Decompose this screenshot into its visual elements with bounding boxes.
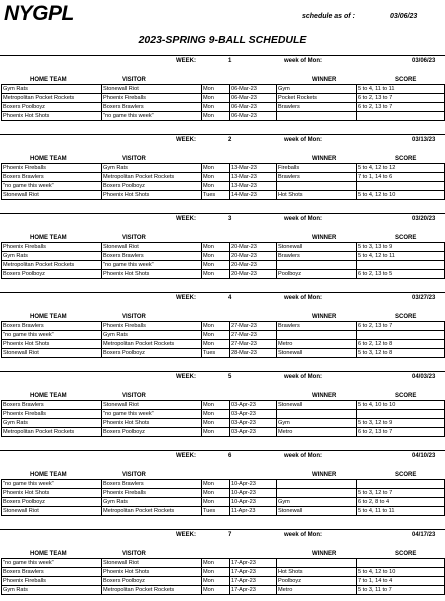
day-cell: Mon xyxy=(202,577,230,586)
winner-cell: Hot Shots xyxy=(277,568,357,577)
winner-cell xyxy=(277,410,357,419)
score-cell: 5 to 3, 13 to 9 xyxy=(357,243,445,252)
week-divider xyxy=(0,450,445,451)
score-cell: 5 to 4, 12 to 10 xyxy=(357,191,445,200)
day-cell: Tues xyxy=(202,507,230,516)
games-table xyxy=(1,321,445,358)
day-cell: Tues xyxy=(202,191,230,200)
games-table xyxy=(1,400,445,437)
week-date: 04/10/23 xyxy=(412,453,436,459)
date-cell: 14-Mar-23 xyxy=(230,191,277,200)
winner-cell: Gym xyxy=(277,85,357,94)
week-block xyxy=(0,529,445,601)
visitor-cell: "no game this week" xyxy=(102,112,202,121)
score-cell: 7 to 1, 14 to 6 xyxy=(357,173,445,182)
week-label: WEEK: xyxy=(176,453,196,459)
date-cell: 13-Mar-23 xyxy=(230,182,277,191)
week-number: 5 xyxy=(228,374,232,380)
week-divider xyxy=(0,292,445,293)
date-cell: 20-Mar-23 xyxy=(230,261,277,270)
date-cell: 27-Mar-23 xyxy=(230,322,277,331)
day-cell: Mon xyxy=(202,559,230,568)
week-date: 04/17/23 xyxy=(412,532,436,538)
score-cell: 5 to 4, 12 to 10 xyxy=(357,568,445,577)
home-team-cell: Boxers Poolboyz xyxy=(2,270,102,279)
home-team-header: HOME TEAM xyxy=(30,156,67,162)
week-divider xyxy=(0,213,445,214)
week-label: WEEK: xyxy=(176,374,196,380)
home-team-header: HOME TEAM xyxy=(30,551,67,557)
score-cell: 6 to 2, 13 to 5 xyxy=(357,270,445,279)
home-team-cell: Boxers Brawlers xyxy=(2,173,102,182)
table-row xyxy=(2,191,445,200)
visitor-cell: Boxers Poolboyz xyxy=(102,577,202,586)
week-of-mon-label: week of Mon: xyxy=(284,58,323,64)
home-team-cell: Phoenix Fireballs xyxy=(2,410,102,419)
day-cell: Mon xyxy=(202,586,230,595)
table-row xyxy=(2,507,445,516)
winner-cell: Metro xyxy=(277,586,357,595)
table-row xyxy=(2,252,445,261)
week-block xyxy=(0,450,445,522)
date-cell: 20-Mar-23 xyxy=(230,243,277,252)
day-cell: Mon xyxy=(202,173,230,182)
home-team-cell: Stonewall Riot xyxy=(2,191,102,200)
schedule-as-of-date: 03/06/23 xyxy=(390,13,418,20)
visitor-cell: Stonewall Riot xyxy=(102,243,202,252)
day-cell: Mon xyxy=(202,182,230,191)
week-block xyxy=(0,292,445,364)
score-cell: 6 to 2, 8 to 4 xyxy=(357,498,445,507)
visitor-header: VISITOR xyxy=(122,551,146,557)
week-block xyxy=(0,134,445,206)
winner-cell: Stonewall xyxy=(277,243,357,252)
date-cell: 06-Mar-23 xyxy=(230,85,277,94)
score-header: SCORE xyxy=(395,314,417,320)
home-team-cell: Metropolitan Pocket Rockets xyxy=(2,428,102,437)
winner-cell: Stonewall xyxy=(277,401,357,410)
home-team-header: HOME TEAM xyxy=(30,393,67,399)
home-team-cell: Gym Rats xyxy=(2,419,102,428)
winner-cell: Fireballs xyxy=(277,164,357,173)
home-team-header: HOME TEAM xyxy=(30,77,67,83)
winner-cell: Metro xyxy=(277,340,357,349)
week-date: 03/13/23 xyxy=(412,137,436,143)
day-cell: Mon xyxy=(202,428,230,437)
date-cell: 17-Apr-23 xyxy=(230,586,277,595)
date-cell: 06-Mar-23 xyxy=(230,103,277,112)
score-cell: 5 to 4, 12 to 11 xyxy=(357,252,445,261)
table-row xyxy=(2,480,445,489)
visitor-cell: "no game this week" xyxy=(102,261,202,270)
games-table xyxy=(1,84,445,121)
week-of-mon-label: week of Mon: xyxy=(284,137,323,143)
home-team-cell: Gym Rats xyxy=(2,586,102,595)
visitor-cell: Metropolitan Pocket Rockets xyxy=(102,340,202,349)
visitor-cell: Phoenix Hot Shots xyxy=(102,270,202,279)
table-row xyxy=(2,103,445,112)
table-row xyxy=(2,261,445,270)
date-cell: 17-Apr-23 xyxy=(230,559,277,568)
week-label: WEEK: xyxy=(176,216,196,222)
day-cell: Mon xyxy=(202,261,230,270)
visitor-cell: Metropolitan Pocket Rockets xyxy=(102,586,202,595)
date-cell: 03-Apr-23 xyxy=(230,410,277,419)
week-of-mon-label: week of Mon: xyxy=(284,374,323,380)
games-table xyxy=(1,479,445,516)
score-cell xyxy=(357,261,445,270)
home-team-cell: Boxers Brawlers xyxy=(2,568,102,577)
table-row xyxy=(2,182,445,191)
date-cell: 06-Mar-23 xyxy=(230,112,277,121)
score-cell: 6 to 2, 13 to 7 xyxy=(357,428,445,437)
winner-cell: Pocket Rockets xyxy=(277,94,357,103)
week-block xyxy=(0,55,445,127)
winner-cell xyxy=(277,489,357,498)
day-cell: Mon xyxy=(202,94,230,103)
week-of-mon-label: week of Mon: xyxy=(284,532,323,538)
week-number: 2 xyxy=(228,137,232,143)
week-divider xyxy=(0,529,445,530)
visitor-cell: Metropolitan Pocket Rockets xyxy=(102,507,202,516)
week-divider xyxy=(0,55,445,56)
home-team-cell: Boxers Brawlers xyxy=(2,322,102,331)
table-row xyxy=(2,577,445,586)
visitor-cell: Stonewall Riot xyxy=(102,559,202,568)
date-cell: 10-Apr-23 xyxy=(230,498,277,507)
winner-cell: Poolboyz xyxy=(277,577,357,586)
day-cell: Tues xyxy=(202,349,230,358)
date-cell: 13-Mar-23 xyxy=(230,164,277,173)
score-cell: 5 to 4, 12 to 12 xyxy=(357,164,445,173)
home-team-header: HOME TEAM xyxy=(30,235,67,241)
table-row xyxy=(2,586,445,595)
day-cell: Mon xyxy=(202,568,230,577)
date-cell: 03-Apr-23 xyxy=(230,419,277,428)
table-row xyxy=(2,419,445,428)
score-cell: 6 to 2, 13 to 7 xyxy=(357,322,445,331)
date-cell: 20-Mar-23 xyxy=(230,252,277,261)
visitor-header: VISITOR xyxy=(122,472,146,478)
winner-cell: Hot Shots xyxy=(277,191,357,200)
table-row xyxy=(2,243,445,252)
visitor-cell: Phoenix Fireballs xyxy=(102,489,202,498)
visitor-cell: Gym Rats xyxy=(102,498,202,507)
home-team-header: HOME TEAM xyxy=(30,314,67,320)
winner-cell: Stonewall xyxy=(277,349,357,358)
date-cell: 27-Mar-23 xyxy=(230,331,277,340)
date-cell: 11-Apr-23 xyxy=(230,507,277,516)
week-block xyxy=(0,371,445,443)
visitor-header: VISITOR xyxy=(122,314,146,320)
score-header: SCORE xyxy=(395,156,417,162)
table-row xyxy=(2,112,445,121)
table-row xyxy=(2,401,445,410)
score-header: SCORE xyxy=(395,551,417,557)
home-team-cell: Stonewall Riot xyxy=(2,349,102,358)
home-team-cell: Stonewall Riot xyxy=(2,507,102,516)
day-cell: Mon xyxy=(202,270,230,279)
day-cell: Mon xyxy=(202,401,230,410)
week-number: 4 xyxy=(228,295,232,301)
day-cell: Mon xyxy=(202,103,230,112)
home-team-cell: "no game this week" xyxy=(2,182,102,191)
visitor-cell: Phoenix Fireballs xyxy=(102,322,202,331)
games-table xyxy=(1,242,445,279)
visitor-cell: Boxers Poolboyz xyxy=(102,428,202,437)
visitor-cell: Boxers Poolboyz xyxy=(102,349,202,358)
visitor-header: VISITOR xyxy=(122,77,146,83)
score-header: SCORE xyxy=(395,235,417,241)
winner-cell xyxy=(277,182,357,191)
winner-header: WINNER xyxy=(312,472,337,478)
winner-header: WINNER xyxy=(312,314,337,320)
winner-cell: Stonewall xyxy=(277,507,357,516)
winner-header: WINNER xyxy=(312,156,337,162)
table-row xyxy=(2,568,445,577)
day-cell: Mon xyxy=(202,322,230,331)
home-team-cell: Metropolitan Pocket Rockets xyxy=(2,94,102,103)
date-cell: 17-Apr-23 xyxy=(230,577,277,586)
table-row xyxy=(2,85,445,94)
score-cell xyxy=(357,559,445,568)
day-cell: Mon xyxy=(202,480,230,489)
date-cell: 27-Mar-23 xyxy=(230,340,277,349)
date-cell: 03-Apr-23 xyxy=(230,428,277,437)
day-cell: Mon xyxy=(202,331,230,340)
visitor-cell: Metropolitan Pocket Rockets xyxy=(102,173,202,182)
winner-cell xyxy=(277,559,357,568)
visitor-header: VISITOR xyxy=(122,235,146,241)
home-team-cell: Phoenix Hot Shots xyxy=(2,112,102,121)
home-team-cell: Gym Rats xyxy=(2,85,102,94)
visitor-cell: Boxers Poolboyz xyxy=(102,182,202,191)
day-cell: Mon xyxy=(202,410,230,419)
day-cell: Mon xyxy=(202,164,230,173)
week-of-mon-label: week of Mon: xyxy=(284,216,323,222)
date-cell: 17-Apr-23 xyxy=(230,568,277,577)
date-cell: 28-Mar-23 xyxy=(230,349,277,358)
week-number: 3 xyxy=(228,216,232,222)
table-row xyxy=(2,489,445,498)
visitor-cell: Phoenix Hot Shots xyxy=(102,191,202,200)
week-date: 03/20/23 xyxy=(412,216,436,222)
visitor-cell: "no game this week" xyxy=(102,410,202,419)
table-row xyxy=(2,270,445,279)
winner-header: WINNER xyxy=(312,235,337,241)
winner-header: WINNER xyxy=(312,551,337,557)
score-cell xyxy=(357,331,445,340)
score-header: SCORE xyxy=(395,472,417,478)
visitor-cell: Boxers Brawlers xyxy=(102,252,202,261)
home-team-cell: Boxers Brawlers xyxy=(2,401,102,410)
winner-cell: Poolboyz xyxy=(277,270,357,279)
score-cell: 5 to 3, 12 to 8 xyxy=(357,349,445,358)
games-table xyxy=(1,558,445,595)
winner-cell: Brawlers xyxy=(277,173,357,182)
score-cell xyxy=(357,112,445,121)
table-row xyxy=(2,410,445,419)
day-cell: Mon xyxy=(202,243,230,252)
week-divider xyxy=(0,134,445,135)
week-number: 6 xyxy=(228,453,232,459)
visitor-cell: Phoenix Hot Shots xyxy=(102,419,202,428)
brand-logo: NYGPL xyxy=(4,2,74,25)
winner-header: WINNER xyxy=(312,393,337,399)
games-table xyxy=(1,163,445,200)
week-divider xyxy=(0,371,445,372)
winner-cell: Metro xyxy=(277,428,357,437)
score-cell: 5 to 4, 10 to 10 xyxy=(357,401,445,410)
winner-cell: Brawlers xyxy=(277,103,357,112)
home-team-cell: "no game this week" xyxy=(2,480,102,489)
home-team-cell: "no game this week" xyxy=(2,559,102,568)
week-label: WEEK: xyxy=(176,137,196,143)
score-cell: 6 to 2, 12 to 8 xyxy=(357,340,445,349)
table-row xyxy=(2,349,445,358)
home-team-cell: Metropolitan Pocket Rockets xyxy=(2,261,102,270)
day-cell: Mon xyxy=(202,252,230,261)
home-team-cell: Phoenix Fireballs xyxy=(2,577,102,586)
day-cell: Mon xyxy=(202,419,230,428)
visitor-cell: Gym Rats xyxy=(102,164,202,173)
table-row xyxy=(2,173,445,182)
week-label: WEEK: xyxy=(176,58,196,64)
visitor-header: VISITOR xyxy=(122,156,146,162)
winner-cell: Brawlers xyxy=(277,252,357,261)
home-team-cell: "no game this week" xyxy=(2,331,102,340)
home-team-cell: Phoenix Fireballs xyxy=(2,243,102,252)
visitor-cell: Boxers Brawlers xyxy=(102,103,202,112)
table-row xyxy=(2,322,445,331)
day-cell: Mon xyxy=(202,85,230,94)
visitor-cell: Phoenix Fireballs xyxy=(102,94,202,103)
week-date: 03/27/23 xyxy=(412,295,436,301)
page-title: 2023-SPRING 9-BALL SCHEDULE xyxy=(138,34,307,46)
day-cell: Mon xyxy=(202,489,230,498)
home-team-cell: Phoenix Hot Shots xyxy=(2,340,102,349)
score-cell: 6 to 2, 13 to 7 xyxy=(357,103,445,112)
score-cell: 5 to 3, 11 to 7 xyxy=(357,586,445,595)
winner-cell: Gym xyxy=(277,419,357,428)
winner-header: WINNER xyxy=(312,77,337,83)
score-cell xyxy=(357,480,445,489)
score-cell xyxy=(357,410,445,419)
home-team-cell: Phoenix Hot Shots xyxy=(2,489,102,498)
visitor-cell: Gym Rats xyxy=(102,331,202,340)
day-cell: Mon xyxy=(202,112,230,121)
table-row xyxy=(2,94,445,103)
week-block xyxy=(0,213,445,285)
score-cell: 7 to 1, 14 to 4 xyxy=(357,577,445,586)
date-cell: 10-Apr-23 xyxy=(230,480,277,489)
week-label: WEEK: xyxy=(176,532,196,538)
home-team-cell: Phoenix Fireballs xyxy=(2,164,102,173)
week-of-mon-label: week of Mon: xyxy=(284,453,323,459)
home-team-header: HOME TEAM xyxy=(30,472,67,478)
visitor-cell: Phoenix Hot Shots xyxy=(102,568,202,577)
home-team-cell: Boxers Poolboyz xyxy=(2,498,102,507)
visitor-header: VISITOR xyxy=(122,393,146,399)
score-header: SCORE xyxy=(395,77,417,83)
score-cell: 5 to 4, 11 to 11 xyxy=(357,85,445,94)
visitor-cell: Boxers Brawlers xyxy=(102,480,202,489)
winner-cell xyxy=(277,261,357,270)
home-team-cell: Gym Rats xyxy=(2,252,102,261)
score-cell: 5 to 4, 11 to 11 xyxy=(357,507,445,516)
date-cell: 13-Mar-23 xyxy=(230,173,277,182)
date-cell: 06-Mar-23 xyxy=(230,94,277,103)
score-cell: 5 to 3, 12 to 9 xyxy=(357,419,445,428)
week-label: WEEK: xyxy=(176,295,196,301)
week-date: 03/06/23 xyxy=(412,58,436,64)
table-row xyxy=(2,559,445,568)
week-of-mon-label: week of Mon: xyxy=(284,295,323,301)
table-row xyxy=(2,428,445,437)
table-row xyxy=(2,340,445,349)
score-cell xyxy=(357,182,445,191)
score-cell: 5 to 3, 12 to 7 xyxy=(357,489,445,498)
score-cell: 6 to 2, 13 to 7 xyxy=(357,94,445,103)
winner-cell xyxy=(277,112,357,121)
date-cell: 03-Apr-23 xyxy=(230,401,277,410)
date-cell: 20-Mar-23 xyxy=(230,270,277,279)
winner-cell xyxy=(277,480,357,489)
table-row xyxy=(2,331,445,340)
table-row xyxy=(2,164,445,173)
winner-cell: Brawlers xyxy=(277,322,357,331)
home-team-cell: Boxers Poolboyz xyxy=(2,103,102,112)
visitor-cell: Stonewall Riot xyxy=(102,85,202,94)
table-row xyxy=(2,498,445,507)
date-cell: 10-Apr-23 xyxy=(230,489,277,498)
week-date: 04/03/23 xyxy=(412,374,436,380)
week-number: 1 xyxy=(228,58,232,64)
week-number: 7 xyxy=(228,532,232,538)
day-cell: Mon xyxy=(202,340,230,349)
winner-cell xyxy=(277,331,357,340)
score-header: SCORE xyxy=(395,393,417,399)
schedule-as-of-label: schedule as of : xyxy=(302,13,355,20)
winner-cell: Gym xyxy=(277,498,357,507)
day-cell: Mon xyxy=(202,498,230,507)
visitor-cell: Stonewall Riot xyxy=(102,401,202,410)
